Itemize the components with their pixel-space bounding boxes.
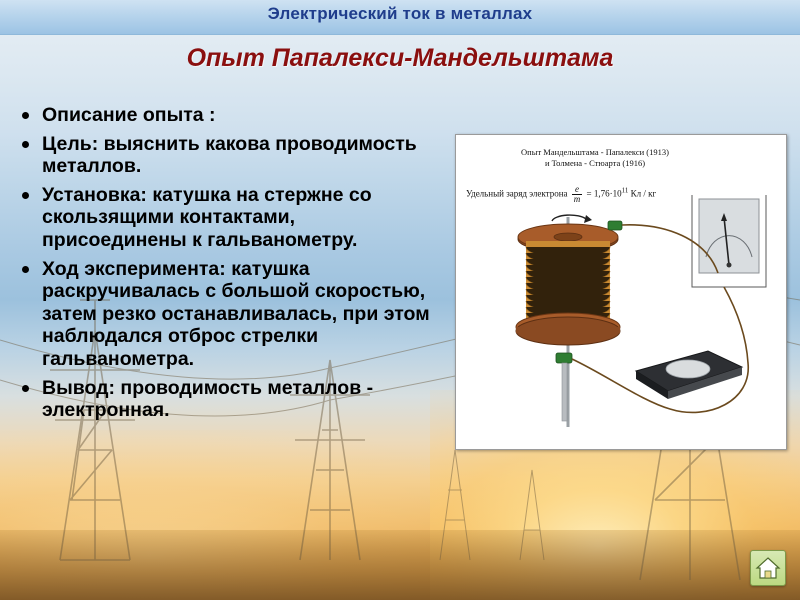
apparatus-drawing bbox=[456, 195, 786, 449]
sliding-contact-top bbox=[608, 221, 622, 230]
home-button[interactable] bbox=[750, 550, 786, 586]
list-item-text: Описание опыта : bbox=[42, 104, 216, 126]
sliding-contact-bottom bbox=[556, 353, 572, 421]
header-title: Электрический ток в металлах bbox=[267, 4, 533, 23]
list-item-text: Установка: катушка на стержне со скользящими контактами, присоединены к гальванометру. bbox=[42, 183, 372, 252]
galvanometer-graphic bbox=[692, 195, 766, 287]
illustration-caption-line2: и Толмена - Стюарта (1916) bbox=[544, 158, 646, 169]
list-item-text: Вывод: проводимость металлов - электронная. bbox=[42, 376, 374, 422]
illustration-caption-line1: Опыт Мандельштама - Папалекси (1913) bbox=[521, 147, 669, 157]
list-item bbox=[16, 258, 436, 371]
bullet-dot-icon bbox=[22, 385, 29, 392]
bullet-dot-icon bbox=[22, 192, 29, 199]
formula-units: Кл / кг bbox=[630, 188, 657, 199]
bullet-list bbox=[16, 104, 436, 428]
rotation-arrow-icon bbox=[552, 215, 592, 223]
list-item-text: Ход эксперимента: катушка раскручивалась с большой скоростью, затем резко останавливалась, при этом наблюдался отброс стрелки гальванометра. bbox=[42, 257, 430, 371]
list-item bbox=[16, 133, 436, 178]
home-icon bbox=[751, 551, 785, 585]
stand-base-graphic bbox=[636, 351, 742, 399]
bullet-dot-icon bbox=[22, 112, 29, 119]
list-item bbox=[16, 104, 436, 127]
list-item bbox=[16, 377, 436, 422]
formula-exponent: 11 bbox=[621, 186, 629, 195]
illustration-caption bbox=[470, 147, 720, 170]
formula-equals: = 1,76·10 bbox=[586, 188, 622, 199]
formula-label: Удельный заряд электрона bbox=[466, 188, 568, 199]
formula-denominator: m bbox=[573, 194, 581, 204]
experiment-illustration bbox=[455, 134, 787, 450]
coil-graphic bbox=[516, 224, 620, 345]
slide-title: Опыт Папалекси-Мандельштама bbox=[186, 44, 614, 72]
list-item bbox=[16, 184, 436, 252]
bullet-dot-icon bbox=[22, 266, 29, 273]
bullet-dot-icon bbox=[22, 141, 29, 148]
list-item-text: Цель: выяснить какова проводимость металлов. bbox=[42, 132, 417, 178]
formula-numerator: e bbox=[572, 185, 583, 195]
